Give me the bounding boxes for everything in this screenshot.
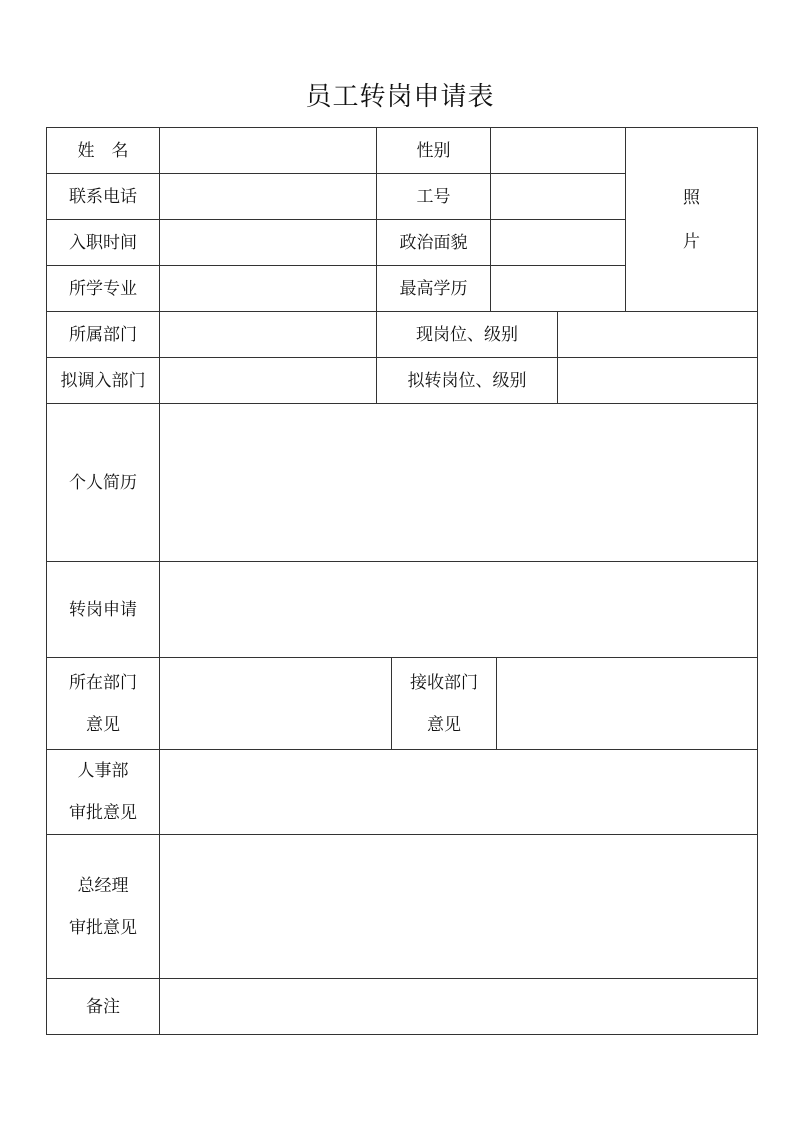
education-label: 最高学历 [399, 278, 468, 299]
hire-date-label: 入职时间 [69, 232, 137, 253]
current-dept-field[interactable] [160, 312, 376, 357]
current-dept-opinion-label [47, 658, 159, 749]
hr-opinion-line2: 审批意见 [69, 803, 137, 823]
name-label: 姓 名 [77, 140, 129, 161]
political-status-field[interactable] [491, 220, 625, 265]
hr-opinion-field[interactable] [160, 750, 757, 834]
resume-label: 个人简历 [69, 472, 137, 493]
hr-opinion-line1: 人事部 [77, 761, 129, 781]
hr-opinion-label [47, 750, 159, 834]
target-position-field[interactable] [558, 358, 757, 403]
hire-date-field[interactable] [160, 220, 376, 265]
name-field[interactable] [160, 128, 376, 173]
gm-opinion-line2: 审批意见 [69, 917, 137, 938]
application-label: 转岗申请 [69, 599, 137, 620]
gender-field[interactable] [491, 128, 625, 173]
current-dept-opinion-line2: 意见 [86, 714, 120, 735]
major-label: 所学专业 [69, 278, 137, 299]
current-dept-opinion-field[interactable] [160, 658, 391, 749]
current-dept-opinion-line1: 所在部门 [69, 672, 137, 693]
phone-label: 联系电话 [69, 186, 137, 207]
remarks-field[interactable] [160, 979, 757, 1034]
gm-opinion-label [47, 835, 159, 978]
receiving-dept-opinion-line2: 意见 [427, 714, 461, 735]
target-dept-field[interactable] [160, 358, 376, 403]
photo-label-line1: 照 [683, 187, 700, 208]
current-position-label: 现岗位、级别 [416, 324, 518, 345]
photo-box[interactable] [626, 128, 757, 311]
employee-id-field[interactable] [491, 174, 625, 219]
major-field[interactable] [160, 266, 376, 311]
receiving-dept-opinion-field[interactable] [497, 658, 757, 749]
remarks-label: 备注 [86, 996, 120, 1017]
employee-id-label: 工号 [416, 186, 451, 207]
photo-label-line2: 片 [683, 231, 700, 252]
education-field[interactable] [491, 266, 625, 311]
transfer-application-form [46, 127, 758, 1035]
current-dept-label: 所属部门 [69, 324, 137, 345]
receiving-dept-opinion-line1: 接收部门 [410, 672, 478, 693]
target-dept-label: 拟调入部门 [60, 370, 146, 391]
target-position-label: 拟转岗位、级别 [407, 370, 527, 391]
gender-label: 性别 [416, 140, 451, 161]
application-field[interactable] [160, 562, 757, 657]
form-title: 员工转岗申请表 [305, 82, 495, 112]
receiving-dept-opinion-label [392, 658, 496, 749]
current-position-field[interactable] [558, 312, 757, 357]
phone-field[interactable] [160, 174, 376, 219]
gm-opinion-field[interactable] [160, 835, 757, 978]
political-status-label: 政治面貌 [399, 232, 468, 253]
resume-field[interactable] [160, 404, 757, 561]
gm-opinion-line1: 总经理 [77, 875, 129, 896]
